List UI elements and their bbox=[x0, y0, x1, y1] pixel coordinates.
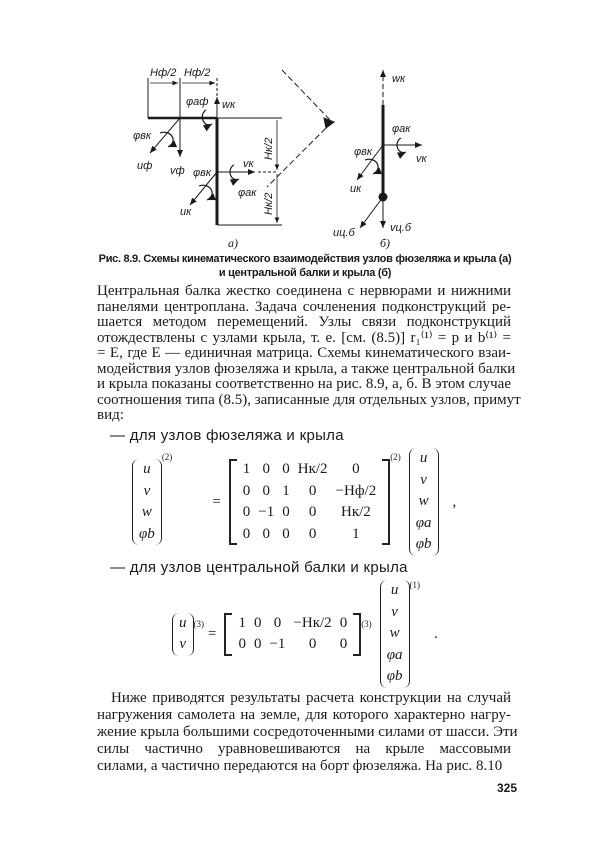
matrix-cell: 0 bbox=[262, 482, 271, 499]
label-phi-ak-a: φак bbox=[238, 187, 257, 199]
vector-entry: v bbox=[420, 471, 427, 488]
label-h-f-right: Hф/2 bbox=[184, 67, 211, 79]
matrix-cell: Hк/2 bbox=[297, 461, 328, 477]
superscript: (1) bbox=[409, 580, 420, 590]
label-u-f: uф bbox=[137, 160, 153, 172]
label-phi-vk-mid: φвк bbox=[193, 167, 212, 179]
matrix-cell: −1 bbox=[258, 504, 275, 520]
rhs-vector bbox=[380, 580, 410, 688]
text-line: отождествлены с узлами крыла, т. е. [см. (8.5)] r₁⁽¹⁾ = p и b⁽¹⁾ = bbox=[97, 329, 511, 346]
subfigure-label-b: б) bbox=[380, 236, 391, 250]
superscript: (3) bbox=[361, 619, 372, 629]
equation-lead-2: — для узлов центральной балки и крыла bbox=[110, 559, 408, 576]
matrix-cell: Hк/2 bbox=[340, 504, 371, 520]
matrix-cell: 0 bbox=[253, 614, 262, 631]
matrix-cell: 0 bbox=[242, 504, 251, 520]
label-phi-ak-b: φак bbox=[392, 123, 411, 135]
label-phi-vk-b: φвк bbox=[354, 146, 373, 158]
matrix-cell: 0 bbox=[273, 614, 282, 631]
label-h-k-bottom: Hк/2 bbox=[263, 192, 275, 215]
matrix-cell: 0 bbox=[308, 482, 317, 499]
text-line: соотношения типа (8.5), записанные для отдельных узлов, примут bbox=[97, 391, 521, 408]
equation-lead-1: — для узлов фюзеляжа и крыла bbox=[110, 427, 344, 444]
label-h-k-top: Hк/2 bbox=[263, 137, 275, 160]
matrix-cell: −Hф/2 bbox=[335, 482, 377, 499]
vector-entry: u bbox=[419, 450, 428, 467]
matrix-cell: 0 bbox=[238, 636, 246, 652]
superscript: (2) bbox=[161, 452, 173, 462]
equals-sign: = bbox=[208, 625, 217, 642]
punctuation: , bbox=[452, 493, 457, 510]
text-line: = E, где E — единичная матрица. Схемы кинематического взаи- bbox=[97, 345, 511, 361]
matrix-cell: 1 bbox=[242, 461, 251, 477]
matrix-cell: 0 bbox=[339, 636, 348, 652]
punctuation: . bbox=[434, 625, 438, 642]
label-v-k-b: vк bbox=[416, 153, 427, 165]
figure-caption bbox=[40, 252, 570, 280]
vector-entry: v bbox=[143, 482, 151, 499]
text-line: Центральная балка жестко соединена с нервюрами и нижними bbox=[97, 283, 511, 299]
vector-entry: v bbox=[179, 636, 187, 652]
matrix bbox=[229, 459, 390, 545]
matrix-cell: 0 bbox=[253, 636, 262, 652]
scheme-a bbox=[148, 78, 282, 225]
label-phi-af: φаф bbox=[186, 96, 209, 108]
vector-entry: φb bbox=[139, 525, 155, 542]
matrix-cell: 0 bbox=[242, 525, 251, 542]
equation-1 bbox=[132, 448, 456, 556]
label-u-cb: uц.б bbox=[333, 227, 355, 239]
label-w-k-b: wк bbox=[392, 73, 406, 85]
paragraph-1 bbox=[97, 283, 521, 424]
rhs-vector bbox=[409, 448, 439, 556]
matrix-cell: 0 bbox=[308, 636, 317, 652]
equals-sign: = bbox=[212, 493, 221, 510]
matrix-cell: 0 bbox=[282, 525, 290, 542]
vector-entry: v bbox=[391, 603, 398, 620]
text-line: панелями центроплана. Задача сочленения подконструкций ре- bbox=[97, 298, 511, 315]
label-v-k-a: vк bbox=[243, 158, 254, 170]
vector-entry: w bbox=[141, 504, 152, 520]
label-v-f: vф bbox=[170, 165, 185, 177]
matrix-cell: −1 bbox=[269, 636, 286, 652]
text-line: силами, а частично передаются на борт фюзеляжа. На рис. 8.10 bbox=[97, 758, 503, 774]
text-line: и крыла показаны соответственно на рис. 8.9, а, б. В этом случае bbox=[97, 376, 511, 392]
matrix-cell: 0 bbox=[308, 504, 317, 520]
matrix bbox=[224, 613, 361, 656]
matrix-cell: 0 bbox=[282, 461, 290, 477]
subfigure-label-a: а) bbox=[228, 236, 238, 250]
caption-line: Рис. 8.9. Схемы кинематического взаимодействия узлов фюзеляжа и крыла (а) bbox=[98, 253, 512, 265]
label-v-cb: vц.б bbox=[390, 222, 412, 234]
label-u-k-a: uк bbox=[180, 206, 192, 218]
matrix-cell: 0 bbox=[262, 525, 271, 542]
superscript: (2) bbox=[390, 452, 401, 462]
vector-entry: u bbox=[179, 614, 187, 631]
matrix-cell: 0 bbox=[282, 504, 290, 520]
vector-entry: u bbox=[143, 461, 151, 477]
text-line: жение крыла большими сосредоточенными силами от шасси. Эти bbox=[97, 724, 518, 740]
vector-entry: u bbox=[390, 582, 399, 599]
vector-entry: φa bbox=[415, 514, 432, 531]
vector-entry: w bbox=[418, 493, 429, 510]
superscript: (3) bbox=[193, 619, 204, 629]
matrix-cell: 1 bbox=[282, 482, 290, 499]
label-phi-vk-top: φвк bbox=[133, 130, 152, 142]
text-line: вид: bbox=[97, 407, 124, 423]
vector-entry: φb bbox=[415, 536, 432, 553]
page-number: 325 bbox=[497, 781, 518, 795]
label-u-k-b: uк bbox=[350, 183, 362, 195]
matrix-cell: 0 bbox=[352, 461, 360, 477]
caption-line: и центральной балки и крыла (б) bbox=[218, 267, 392, 279]
paragraph-2 bbox=[97, 690, 518, 775]
vector-entry: φb bbox=[386, 668, 403, 685]
text-line: шается методом перемещений. Узлы связи подконструкций bbox=[97, 314, 511, 330]
matrix-cell: 0 bbox=[308, 525, 317, 542]
lhs-vector bbox=[132, 459, 162, 545]
matrix-cell: 1 bbox=[352, 525, 360, 542]
vector-entry: w bbox=[389, 625, 400, 642]
text-line: Ниже приводятся результаты расчета конструкции на случай bbox=[111, 690, 511, 706]
matrix-cell: 0 bbox=[242, 482, 251, 499]
matrix-cell: 1 bbox=[238, 614, 246, 631]
lhs-vector bbox=[172, 613, 194, 656]
vector-entry: φa bbox=[386, 646, 403, 663]
matrix-cell: −Hк/2 bbox=[293, 614, 332, 631]
label-h-f-left: Hф/2 bbox=[150, 67, 177, 79]
matrix-cell: 0 bbox=[339, 614, 348, 631]
text-line: модействия узлов фюзеляжа и крыла, а также центральной балки bbox=[97, 360, 516, 377]
label-w-k-a: wк bbox=[222, 99, 236, 111]
text-line: силы частично уравновешиваются на крыле массовыми bbox=[97, 741, 511, 757]
equation-2 bbox=[172, 580, 438, 688]
text-line: нагружения самолета на земле, для которого характерно нагру- bbox=[97, 707, 511, 723]
matrix-cell: 0 bbox=[262, 461, 271, 477]
kinematic-scheme-figure bbox=[0, 0, 600, 250]
